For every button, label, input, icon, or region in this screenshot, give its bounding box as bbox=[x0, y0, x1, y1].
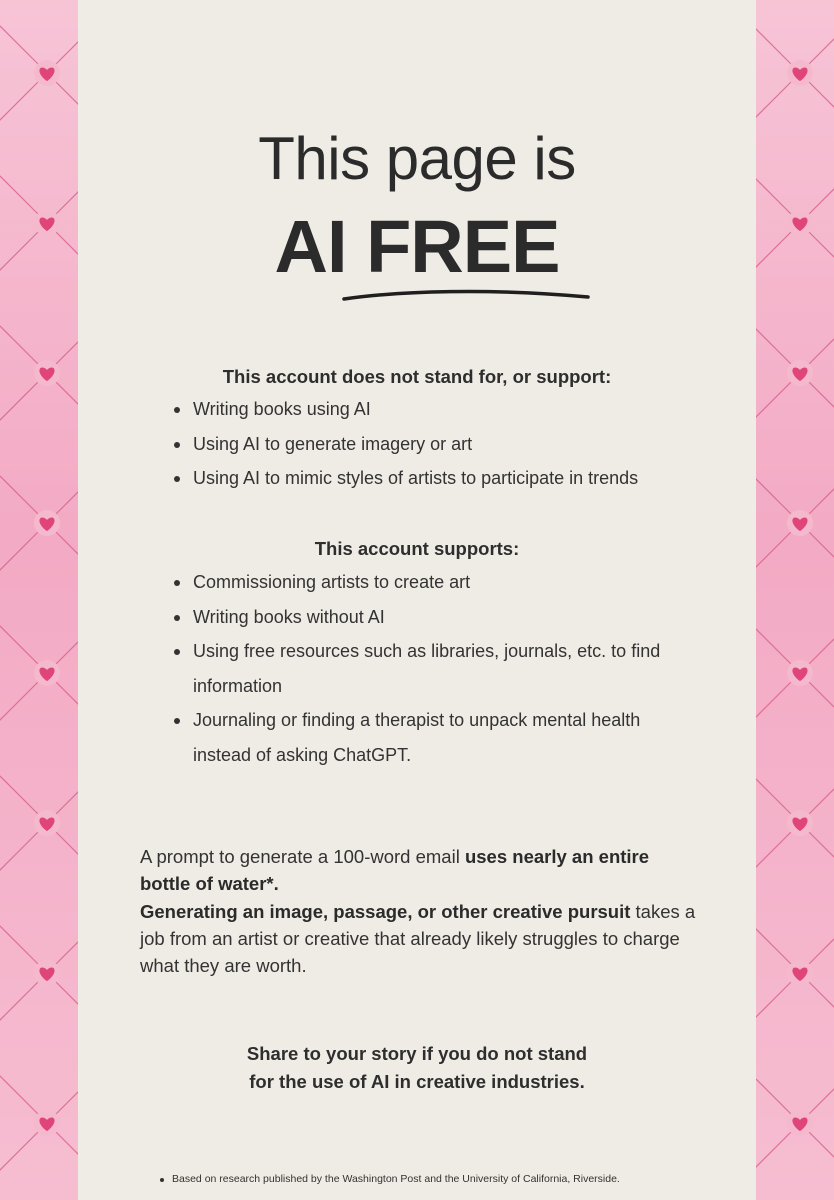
supports-list bbox=[172, 565, 679, 772]
diagonal-line bbox=[756, 523, 800, 598]
diagonal-line bbox=[0, 748, 47, 823]
diagonal-line bbox=[0, 298, 47, 373]
diagonal-line bbox=[0, 598, 47, 673]
diagonal-line bbox=[756, 973, 800, 1048]
list-item: Commissioning artists to create art bbox=[172, 565, 679, 600]
diagonal-line bbox=[756, 823, 800, 898]
diagonal-line bbox=[756, 1123, 800, 1198]
footnote: Based on research published by the Washington Post and the University of California, Riverside. bbox=[172, 1173, 620, 1185]
diagonal-line bbox=[756, 448, 800, 523]
creative-fact-emphasis: Generating an image, passage, or other creative pursuit bbox=[140, 901, 631, 922]
not-support-title: This account does not stand for, or support: bbox=[222, 366, 612, 387]
water-fact-text: A prompt to generate a 100-word email bbox=[140, 846, 465, 867]
list-item: Journaling or finding a therapist to unpack mental health instead of asking ChatGPT. bbox=[172, 703, 663, 772]
diagonal-line bbox=[756, 598, 800, 673]
diagonal-line bbox=[0, 898, 47, 973]
diagonal-line bbox=[756, 673, 800, 748]
not-support-list bbox=[172, 392, 679, 496]
share-call-to-action bbox=[0, 1040, 834, 1096]
share-line-1: Share to your story if you do not stand bbox=[246, 1043, 588, 1064]
diagonal-line bbox=[0, 823, 47, 898]
list-item: Using free resources such as libraries, journals, etc. to find information bbox=[172, 634, 663, 703]
list-item: Writing books without AI bbox=[172, 600, 679, 635]
water-fact-emphasis: uses nearly an entire bottle of water*. bbox=[140, 846, 650, 894]
supports-title: This account supports: bbox=[314, 538, 520, 559]
diagonal-line bbox=[756, 298, 800, 373]
underline-swoosh bbox=[340, 286, 592, 304]
water-fact bbox=[140, 843, 700, 897]
headline-line-2: AI FREE bbox=[274, 205, 560, 288]
headline-line-1: This page is bbox=[258, 125, 576, 192]
list-item: Using AI to generate imagery or art bbox=[172, 427, 679, 462]
diagonal-line bbox=[0, 448, 47, 523]
list-item: Using AI to mimic styles of artists to participate in trends bbox=[172, 461, 679, 496]
diagonal-line bbox=[756, 898, 800, 973]
share-line-2: for the use of AI in creative industries. bbox=[249, 1071, 585, 1092]
creative-fact-text: takes a job from an artist or creative that already likely struggles to charge what they are worth. bbox=[140, 901, 696, 976]
diagonal-line bbox=[756, 748, 800, 823]
diagonal-line bbox=[0, 973, 47, 1048]
list-item: Writing books using AI bbox=[172, 392, 679, 427]
diagonal-line bbox=[0, 523, 47, 598]
creative-fact bbox=[140, 898, 700, 979]
diagonal-line bbox=[0, 0, 47, 73]
diagonal-line bbox=[0, 1123, 47, 1198]
diagonal-line bbox=[0, 673, 47, 748]
